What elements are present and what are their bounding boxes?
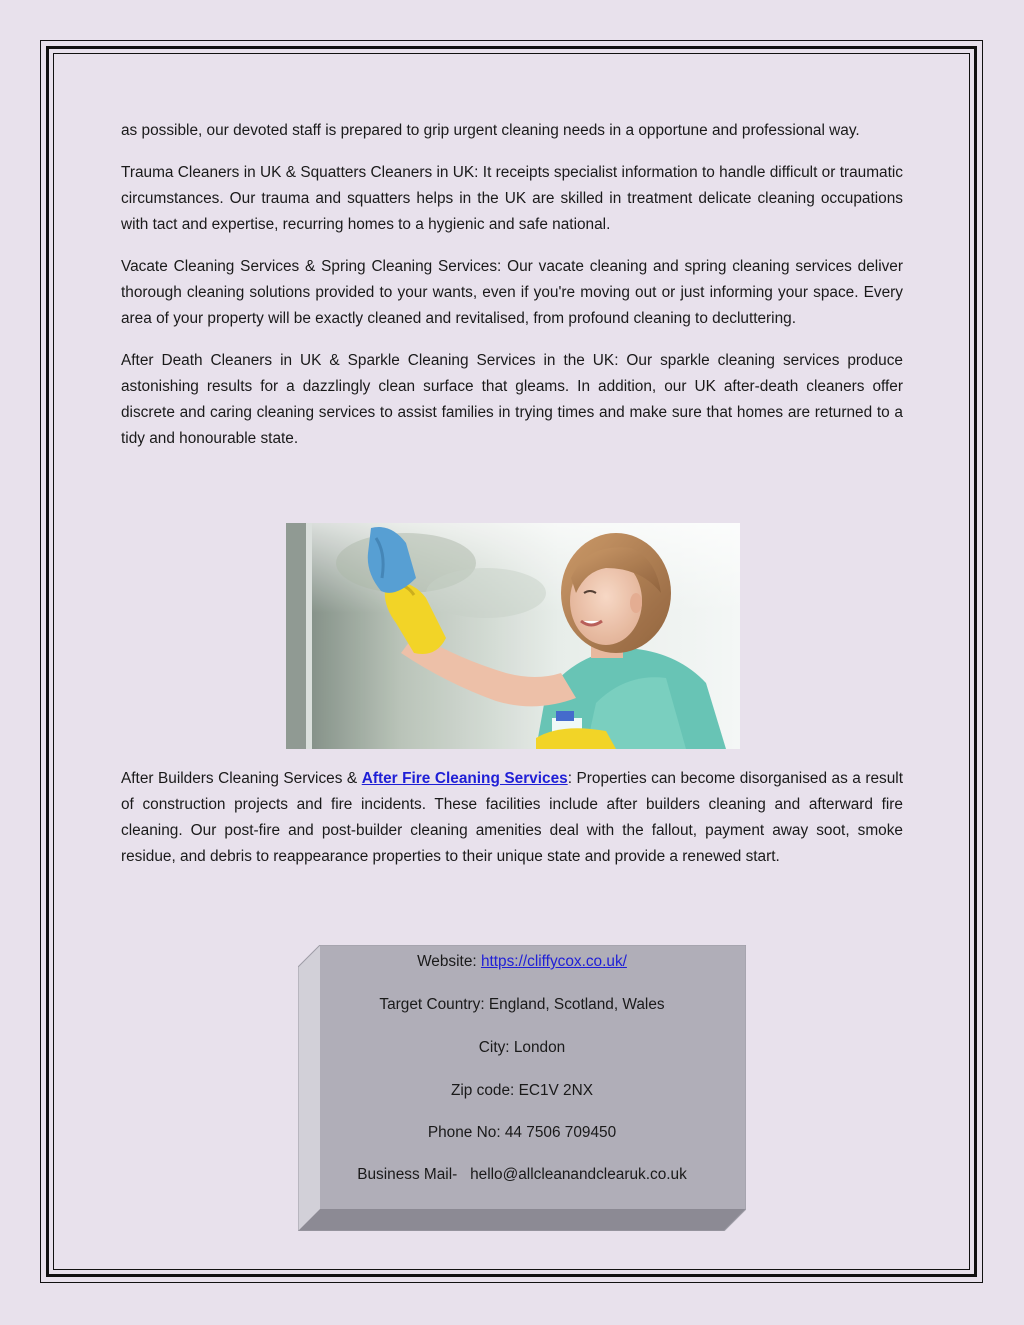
city: City: London bbox=[478, 1039, 566, 1056]
website-line bbox=[320, 953, 724, 971]
website-label: Website: bbox=[417, 953, 481, 970]
paragraph-after-builders-prefix: After Builders Cleaning Services & bbox=[121, 770, 362, 787]
business-mail: Business Mail- hello@allcleanandclearuk.co.uk bbox=[357, 1166, 687, 1183]
paragraph-after-builders bbox=[121, 766, 903, 870]
paragraph-after-builders-suffix: : Properties can become disorganised as a result of construction projects and fire incidents. These facilities include after builders cleaning and afterward fire cleaning. Our post-fire and post-builder cleaning amenities deal with the fallout, payment away soot, smoke residue, and debris to reappearance properties to their unique state and provide a renewed start. bbox=[121, 770, 903, 865]
paragraph-intro: as possible, our devoted staff is prepared to grip urgent cleaning needs in a opportune and professional way. bbox=[121, 122, 860, 139]
paragraph-after-death-cleaners: After Death Cleaners in UK & Sparkle Cleaning Services in the UK: Our sparkle cleaning services produce astonishing results for a dazzlingly clean surface that gleams. In addition, our UK after-death cleaners offer discrete and caring cleaning services to assist families in trying times and make sure that homes are returned to a tidy and honourable state. bbox=[121, 352, 903, 447]
contact-info-box bbox=[298, 945, 746, 1231]
phone-number: Phone No: 44 7506 709450 bbox=[427, 1124, 617, 1141]
zip-code: Zip code: EC1V 2NX bbox=[450, 1082, 593, 1099]
paragraph-trauma-cleaners: Trauma Cleaners in UK & Squatters Cleaners in UK: It receipts specialist information to handle difficult or traumatic circumstances. Our trauma and squatters helps in the UK are skilled in treatment delicate cleaning occupations with tact and expertise, recurring homes to a hygienic and safe national. bbox=[121, 164, 903, 233]
paragraph-vacate-cleaning: Vacate Cleaning Services & Spring Cleaning Services: Our vacate cleaning and spring cleaning services deliver thorough cleaning solutions provided to your wants, even if you're moving out or just informing your space. Every area of your property will be exactly cleaned and revitalised, from profound cleaning to decluttering. bbox=[121, 258, 903, 327]
website-link[interactable]: https://cliffycox.co.uk/ bbox=[480, 953, 627, 970]
target-country: Target Country: England, Scotland, Wales bbox=[379, 996, 665, 1013]
after-fire-cleaning-link[interactable]: After Fire Cleaning Services bbox=[361, 770, 568, 787]
body-text bbox=[121, 118, 903, 468]
cleaning-woman-photo bbox=[286, 523, 740, 749]
